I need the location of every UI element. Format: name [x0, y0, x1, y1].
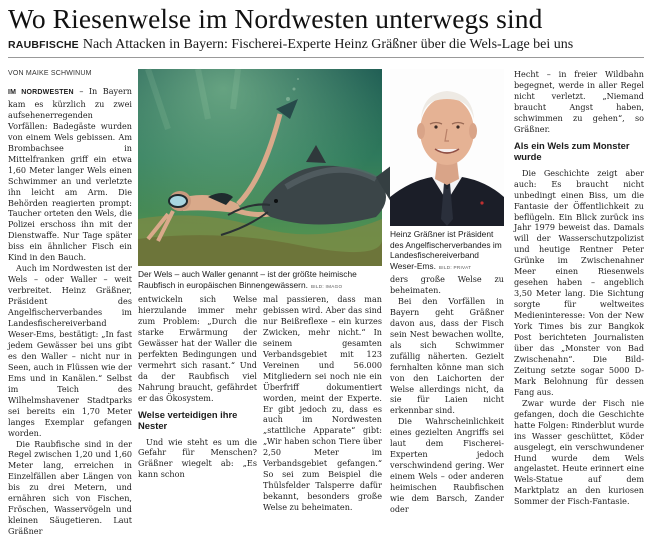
photo1-credit: BILD: IMAGO	[311, 284, 342, 289]
subline-text: Nach Attacken in Bayern: Fischerei-Experte Heinz Gräßner über die Wels-Lage bei uns	[83, 37, 573, 52]
subline	[8, 36, 644, 54]
article-column-4	[390, 274, 504, 462]
paragraph: Die Raubfische sind in der Regel zwischen 1,20 und 1,60 Meter lang, erreichen in Einzelfällen aber Längen von bis zu drei Metern, und ernähren sich von Fischen, Fröschen, Wasservögeln und kleinen Säugetieren. Laut Gräßner	[8, 439, 132, 537]
paragraph: IM NORDWESTEN – In Bayern kam es kürzlich zu zwei aufsehenerregenden Vorfällen: Badegäste wurden von einem Wels gebissen. Am Brombachsee in Mittelfranken griff ein etwa 1,60 Meter langer Wels einen Schwimmer an und verletzte ihn leicht am Arm. Die Behörden reagierten prompt: Taucher orteten den Wels, die Polizei erschoss ihn mit der Dienstwaffe. Nur Tage später biss ein ähnlicher Fisch ein Kind in den Bauch.	[8, 86, 132, 263]
article-column-3	[263, 294, 382, 462]
headline: Wo Riesenwelse im Nordwesten unterwegs sind	[8, 4, 644, 34]
kicker: RAUBFISCHE	[8, 39, 79, 51]
article-column-5	[514, 69, 644, 462]
photo2-credit: BILD: PRIVAT	[439, 265, 471, 270]
catfish-photo	[138, 69, 382, 266]
portrait-image	[390, 69, 504, 226]
subheading: Welse verteidigen ihre Nester	[138, 409, 257, 432]
paragraph: Auch im Nordwesten ist der Wels – oder Waller – weit verbreitet. Heinz Gräßner, Präsident des Angelfischerverbandes im Landesfischereiverband Weser-Ems, bestätigt: „In fast jedem Gewässer bei uns gibt es den Waller – nicht nur in Seen, auch in Flüssen wie der Ems und in Kanälen.“ Selbst im Teich des Wilhelmshavener Stadtparks sei bereits ein 1,70 Meter langes Exemplar gefangen worden.	[8, 263, 132, 438]
paragraph: mal passieren, dass man gebissen wird. Aber das sind nur Beißreflexe – ein kurzes Zwicken, mehr nicht.“ In seinem gesamten Verbandsgebiet mit 123 Vereinen und 56.000 Mitgliedern sei noch nie ein Überfriff dokumentiert worden, meint der Experte. Er gibt jedoch zu, dass es auch im Nordwesten „stattliche Apparate“ gibt: „Wir haben schon Tiere über 2,50 Meter im Verbandsgebiet gefangen.“ So sei zum Beispiel die Thülsfelder Talsperre dafür bekannt, besonders große Welse zu beheimaten.	[263, 294, 382, 513]
paragraph: Bei den Vorfällen in Bayern geht Gräßner davon aus, dass der Fisch sein Nest bewachen wollte, als sich Schwimmer zufällig näherten. Gezielt fernhalten könne man sich von den Laichorten der Welse allerdings nicht, da sie für Laien nicht erkennbar sind.	[390, 296, 504, 416]
catfish-diver-image	[138, 69, 382, 266]
paragraph: Die Geschichte zeigt aber auch: Es braucht nicht unbedingt einen Biss, um die Fantasie der Öffentlichkeit zu beflügeln. Ein Blick zurück ins Jahr 1979 beweist das. Damals will der Wasserschutzpolizist und heutige Rentner Peter Grünke im Zwischenahner Meer einen Riesenwels gesehen haben – angeblich 3,50 Meter lang. Die Sichtung sorgte für weltweites Medieninteresse: Von der New York Times bis zur Bangkok Post berichteten Journalisten über das „Monster von Bad Zwischenahn“. Die Bild-Zeitung setzte sogar 5000 D-Mark Belohnung für dessen Fang aus.	[514, 168, 644, 398]
paragraph: entwickeln sich Welse hierzulande immer mehr zum Problem: „Durch die starke Erwärmung der Gewässer hat der Waller die perfekten Bedingungen und vermehrt sich rasant.“ Und da der Raubfisch viel Nahrung braucht, gefährdet er das Ökosystem.	[138, 294, 257, 404]
dateline: IM NORDWESTEN	[8, 89, 74, 96]
paragraph: Und wie steht es um die Gefahr für Menschen? Gräßner wiegelt ab: „Es kann schon	[138, 437, 257, 481]
subheading: Als ein Wels zum Monster wurde	[514, 140, 644, 163]
paragraph: Hecht – in freier Wildbahn begegnet, werde in aller Regel nicht verletzt. „Niemand braucht Angst haben, schwimmen zu gehen“, so Gräßner.	[514, 69, 644, 135]
photo2-caption: Heinz Gräßner ist Präsident des Angelfischerverbandes im Landesfischereiverband Weser-Ems. BILD: PRIVAT	[390, 229, 504, 273]
headline-rule	[8, 57, 644, 58]
article-column-2	[138, 294, 257, 462]
paragraph: Zwar wurde der Fisch nie gefangen, doch die Geschichte hatte Folgen: Rinderblut wurde ins Wasser geschüttet, Köder ausgelegt, ein verschwundener Hund wurde dem Wels angelastet. Heute erinnert eine Wels-Statue auf dem Marktplatz an den kuriosen Sommer der Fisch-Fantasie.	[514, 398, 644, 508]
article-column-1	[8, 86, 132, 462]
paragraph: ders große Welse zu beheimaten.	[390, 274, 504, 296]
photo1-caption: Der Wels – auch Waller genannt – ist der größte heimische Raubfisch in europäischen Binnengewässern. BILD: IMAGO	[138, 269, 382, 292]
portrait-photo	[390, 69, 504, 226]
paragraph: Die Wahrscheinlichkeit eines gezielten Angriffs sei laut dem Fischerei-Experten jedoch verschwindend gering. Wer einem Wels – oder anderen heimischen Raubfischen wie dem Barsch, Zander oder	[390, 416, 504, 515]
byline: VON MAIKE SCHWINUM	[8, 70, 133, 77]
